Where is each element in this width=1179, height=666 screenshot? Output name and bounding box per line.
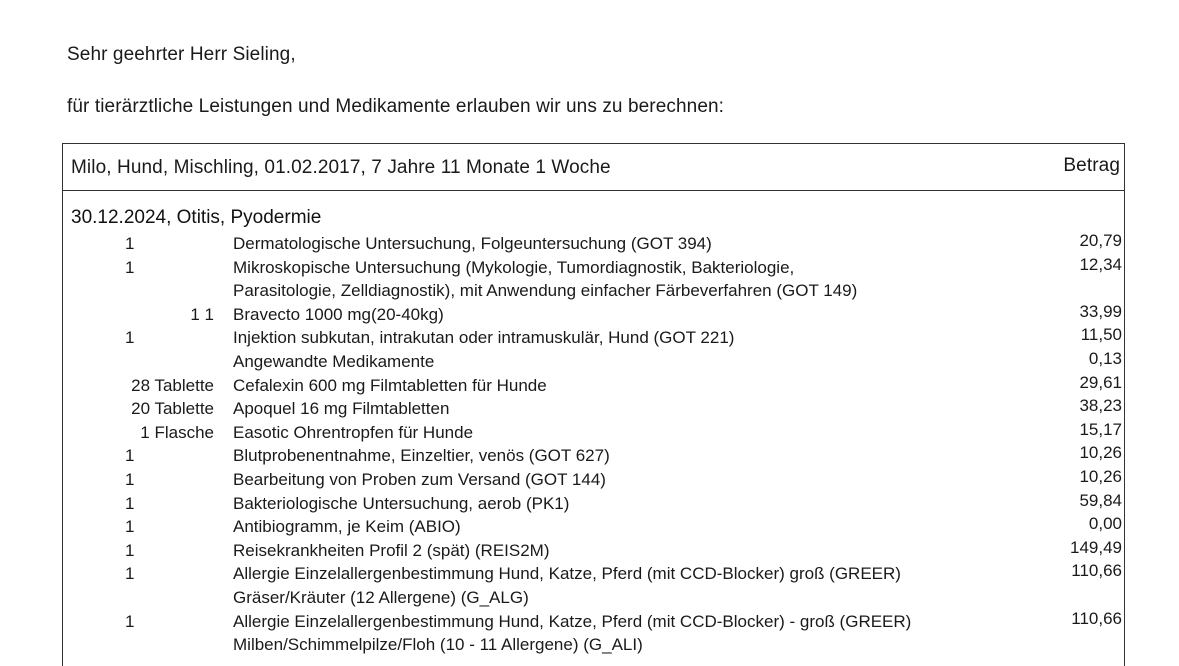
item-description — [233, 303, 1023, 327]
line-item — [63, 515, 1124, 539]
invoice-header — [63, 144, 1124, 191]
item-quantity: 28 Tablette — [131, 375, 214, 395]
amount-column-header: Betrag — [1063, 155, 1120, 176]
invoice-rows — [63, 232, 1124, 657]
item-description-line: Milben/Schimmelpilze/Floh (10 - 11 Allergene) (G_ALI) — [233, 635, 643, 655]
item-quantity: 1 — [125, 257, 135, 277]
item-quantity: 1 1 — [190, 304, 214, 324]
item-description-line: Apoquel 16 mg Filmtabletten — [233, 399, 450, 419]
item-description-line: Antibiogramm, je Keim (ABIO) — [233, 517, 461, 537]
line-item — [63, 326, 1124, 350]
item-amount: 59,84 — [1079, 490, 1122, 510]
item-quantity: 1 — [125, 446, 135, 466]
item-amount: 10,26 — [1079, 466, 1122, 486]
line-item — [63, 444, 1124, 468]
line-item — [63, 374, 1124, 398]
item-description — [233, 326, 1023, 350]
item-amount: 149,49 — [1070, 537, 1122, 557]
line-item — [63, 350, 1124, 374]
item-description — [233, 444, 1023, 468]
item-description-line: Reisekrankheiten Profil 2 (spät) (REIS2M) — [233, 540, 550, 560]
line-item — [63, 562, 1124, 609]
item-description-line: Bakteriologische Untersuchung, aerob (PK1) — [233, 493, 570, 513]
line-item — [63, 468, 1124, 492]
item-description-line: Gräser/Kräuter (12 Allergene) (G_ALG) — [233, 587, 529, 607]
line-item — [63, 256, 1124, 303]
item-description-line: Allergie Einzelallergenbestimmung Hund, Katze, Pferd (mit CCD-Blocker) groß (GREER) — [233, 564, 901, 584]
item-amount: 12,34 — [1079, 254, 1122, 274]
item-amount: 15,17 — [1079, 419, 1122, 439]
item-quantity: 1 — [125, 234, 135, 253]
item-description — [233, 468, 1023, 492]
item-quantity: 1 — [125, 611, 135, 631]
item-description — [233, 539, 1023, 563]
item-quantity: 1 — [125, 564, 135, 584]
line-item — [63, 539, 1124, 563]
visit-title: 30.12.2024, Otitis, Pyodermie — [71, 207, 322, 228]
item-amount: 20,79 — [1079, 231, 1122, 250]
item-description — [233, 492, 1023, 516]
patient-info: Milo, Hund, Mischling, 01.02.2017, 7 Jahre 11 Monate 1 Woche — [71, 157, 611, 178]
item-description — [233, 256, 1023, 303]
item-description — [233, 421, 1023, 445]
item-description — [233, 374, 1023, 398]
item-description — [233, 610, 1023, 657]
item-quantity: 1 — [125, 517, 135, 537]
item-description-line: Parasitologie, Zelldiagnostik), mit Anwendung einfacher Färbeverfahren (GOT 149) — [233, 281, 858, 301]
item-description-line: Dermatologische Untersuchung, Folgeuntersuchung (GOT 394) — [233, 234, 712, 253]
item-amount: 110,66 — [1071, 561, 1122, 581]
item-description-line: Injektion subkutan, intrakutan oder intramuskulär, Hund (GOT 221) — [233, 328, 735, 348]
item-description-line: Easotic Ohrentropfen für Hunde — [233, 422, 474, 442]
item-description-line: Cefalexin 600 mg Filmtabletten für Hunde — [233, 375, 547, 395]
item-description-line: Bravecto 1000 mg(20-40kg) — [233, 304, 444, 324]
item-quantity: 1 Flasche — [140, 422, 214, 442]
invoice-table — [62, 143, 1125, 666]
item-amount: 0,13 — [1088, 348, 1122, 368]
item-description — [233, 397, 1023, 421]
item-description-line: Blutprobenentnahme, Einzeltier, venös (GOT 627) — [233, 446, 610, 466]
item-quantity: 1 — [125, 493, 135, 513]
item-amount: 33,99 — [1079, 301, 1122, 321]
item-description-line: Angewandte Medikamente — [233, 351, 435, 371]
item-description — [233, 350, 1023, 374]
line-item — [63, 397, 1124, 421]
item-amount: 38,23 — [1079, 396, 1122, 416]
line-item — [63, 610, 1124, 657]
line-item — [63, 492, 1124, 516]
item-amount: 29,61 — [1079, 372, 1122, 392]
item-amount: 11,50 — [1080, 325, 1122, 345]
item-amount: 10,26 — [1079, 443, 1122, 463]
item-description-line: Mikroskopische Untersuchung (Mykologie, Tumordiagnostik, Bakteriologie, — [233, 257, 795, 277]
item-description-line: Bearbeitung von Proben zum Versand (GOT 144) — [233, 469, 606, 489]
item-amount: 0,00 — [1088, 514, 1122, 534]
item-description — [233, 232, 1023, 256]
item-amount: 110,66 — [1071, 608, 1122, 628]
item-description — [233, 562, 1023, 609]
intro-text: für tierärztliche Leistungen und Medikamente erlauben wir uns zu berechnen: — [67, 96, 725, 117]
line-item — [63, 303, 1124, 327]
item-quantity: 1 — [125, 540, 135, 560]
item-quantity: 1 — [125, 469, 135, 489]
salutation: Sehr geehrter Herr Sieling, — [67, 44, 296, 65]
item-quantity: 1 — [125, 328, 135, 348]
item-description — [233, 515, 1023, 539]
line-item — [63, 421, 1124, 445]
item-description-line: Allergie Einzelallergenbestimmung Hund, Katze, Pferd (mit CCD-Blocker) - groß (GREER) — [233, 611, 912, 631]
item-quantity: 20 Tablette — [131, 399, 214, 419]
line-item — [63, 232, 1124, 256]
